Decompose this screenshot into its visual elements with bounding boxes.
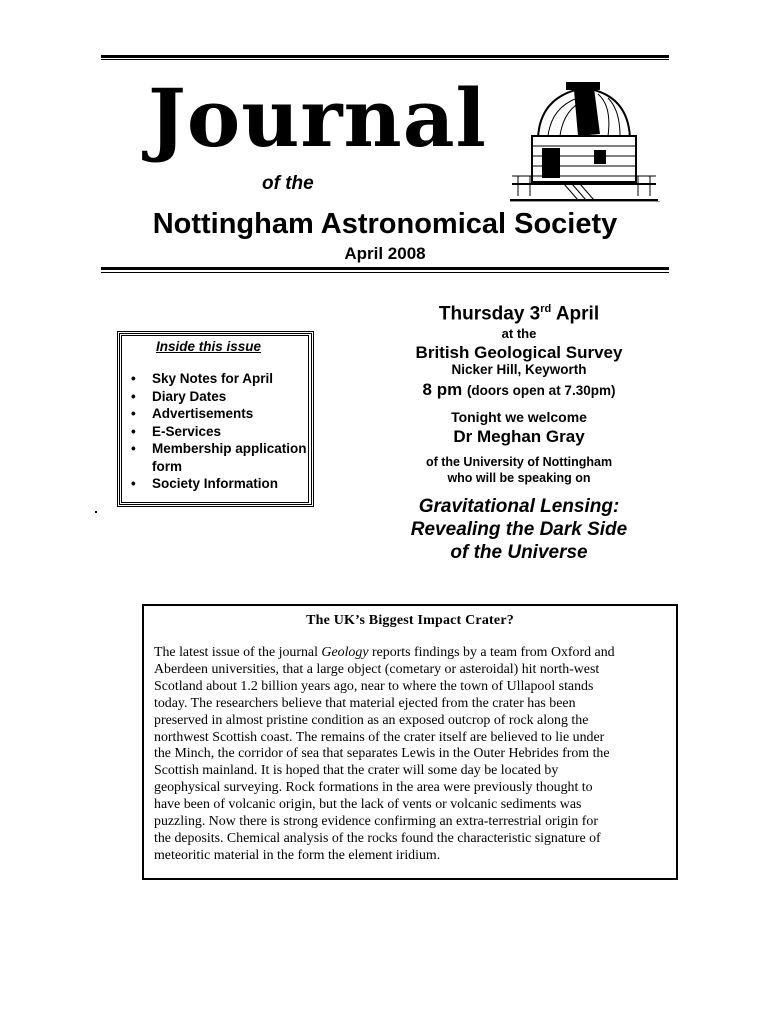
- article-text: geophysical surveying. Rock formations in the area were previously thought to: [154, 780, 593, 796]
- article-line: [154, 662, 672, 679]
- meeting-venue: British Geological Survey: [415, 343, 623, 362]
- toc-item: • E-Services: [131, 423, 311, 441]
- meeting-place: Nicker Hill, Keyworth: [451, 362, 587, 377]
- article-text: Scottish mainland. It is hoped that the crater will some day be located by: [154, 763, 559, 779]
- article-text: today. The researchers believe that material ejected from the crater has been: [154, 695, 576, 711]
- article-text: have been of volcanic origin, but the lack of vents or volcanic sediments was: [154, 797, 582, 813]
- article-line: [154, 713, 672, 730]
- talk-title: [388, 495, 650, 564]
- article-text: the Minch, the corridor of sea that separates Lewis in the Outer Hebrides from the: [154, 746, 610, 762]
- meeting-speaker: Dr Meghan Gray: [453, 427, 585, 446]
- article-line: [154, 730, 672, 747]
- meeting-month: April: [551, 303, 600, 325]
- talk-title-line: Gravitational Lensing:: [418, 496, 620, 517]
- article-line: [154, 831, 672, 848]
- toc-list: [131, 370, 311, 493]
- article-line: [154, 797, 672, 814]
- toc-item: • Diary Dates: [131, 388, 311, 406]
- meeting-time: 8 pm: [422, 380, 463, 399]
- toc-item: • Advertisements: [131, 405, 311, 423]
- masthead-rule: [101, 267, 669, 273]
- article-text: meteoritic material in the form the element iridium.: [154, 847, 441, 863]
- article-line: [154, 679, 672, 696]
- toc-item: • Membership application form: [131, 440, 311, 475]
- affiliation-line: of the University of Nottingham: [425, 455, 613, 469]
- talk-title-line: of the Universe: [450, 542, 588, 563]
- meeting-day: Thursday 3: [438, 303, 541, 325]
- toc-item: • Society Information: [131, 475, 311, 493]
- meeting-at-the: at the: [501, 326, 537, 341]
- issue-date: April 2008: [344, 244, 426, 263]
- article-text: Scotland about 1.2 billion years ago, near to where the town of Ullapool stands: [154, 678, 594, 694]
- article-text: The latest issue of the journal: [154, 645, 322, 660]
- article-text: preserved in almost pristine condition as an exposed outcrop of rock along the: [154, 712, 589, 728]
- article-line: [154, 848, 672, 865]
- article-text: the deposits. Chemical analysis of the rocks found the characteristic signature of: [154, 830, 601, 846]
- meeting-doors: (doors open at 7.30pm): [466, 383, 616, 398]
- top-rule: [101, 55, 669, 60]
- toc-item: • Sky Notes for April: [131, 370, 311, 388]
- meeting-day-suffix: rd: [540, 303, 552, 315]
- talk-title-line: Revealing the Dark Side: [410, 519, 628, 540]
- affiliation-line: who will be speaking on: [447, 471, 591, 485]
- article-title: The UK’s Biggest Impact Crater?: [306, 613, 514, 628]
- article-line: [154, 696, 672, 713]
- article-text: puzzling. Now there is strong evidence confirming an extra-terrestrial origin for: [154, 814, 598, 830]
- meeting-affiliation: [388, 454, 650, 486]
- article-line: [154, 645, 672, 662]
- article-line: [154, 780, 672, 797]
- article-line: [154, 746, 672, 763]
- article-text: reports findings by a team from Oxford and: [368, 645, 615, 660]
- meeting-time-line: [388, 380, 650, 400]
- article-line: [154, 814, 672, 831]
- society-name: Nottingham Astronomical Society: [152, 208, 618, 240]
- illustration-underline: [510, 201, 660, 202]
- article-text: Aberdeen universities, that a large object (cometary or asteroidal) hit north-west: [154, 661, 600, 677]
- article-line: [154, 763, 672, 780]
- observatory-illustration: [508, 76, 660, 202]
- meeting-date: [388, 303, 650, 325]
- meeting-welcome: Tonight we welcome: [451, 409, 587, 425]
- article-text: northwest Scottish coast. The remains of the crater itself are believed to lie under: [154, 729, 605, 745]
- stray-dot: [95, 511, 97, 513]
- journal-name: Geology: [321, 645, 369, 660]
- article-body: [154, 645, 672, 865]
- of-the-label: of the: [262, 173, 314, 194]
- journal-title: Journal: [148, 71, 487, 165]
- article-box: [142, 604, 678, 880]
- toc-title: Inside this issue: [156, 339, 262, 354]
